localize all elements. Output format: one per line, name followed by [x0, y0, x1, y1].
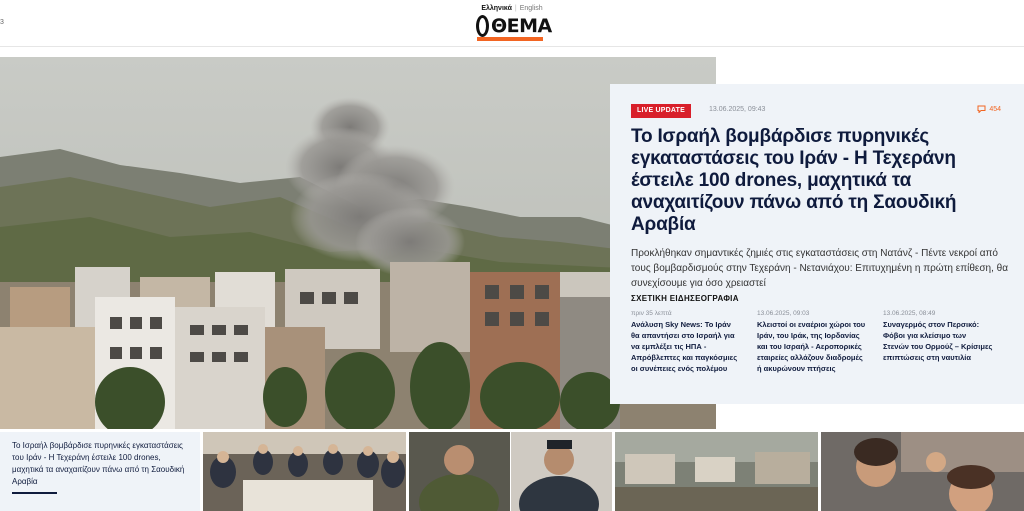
language-switcher — [0, 5, 1024, 12]
comments-count: 454 — [989, 105, 1001, 113]
selfie-illustration — [821, 432, 1024, 511]
cabinet-meeting-illustration — [203, 432, 406, 511]
related-item[interactable] — [883, 309, 993, 363]
site-illustration — [615, 432, 818, 511]
hero-photo[interactable] — [0, 57, 716, 429]
language-greek-link[interactable]: Ελληνικά — [481, 5, 512, 12]
main-story-card — [610, 84, 1024, 404]
comments-link[interactable] — [977, 105, 1001, 113]
strip-thumbnail-selfie[interactable] — [821, 432, 1024, 511]
strip-story-title[interactable]: Το Ισραήλ βομβάρδισε πυρηνικές εγκαταστάσεις του Ιράν - Η Τεχεράνη έστειλε 100 drones, μαχητικά τα αναχαιτίζουν πάνω από τη Σαουδική Αραβία — [12, 441, 185, 486]
comment-bubble-icon — [977, 105, 986, 113]
strip-thumbnail-cabinet-meeting[interactable] — [203, 432, 406, 511]
related-item-date: πριν 35 λεπτά — [631, 310, 672, 317]
site-header — [0, 0, 1024, 47]
related-item-date: 13.06.2025, 09:03 — [757, 310, 810, 317]
main-headline[interactable]: Το Ισραήλ βομβάρδισε πυρηνικές εγκαταστάσεις του Ιράν - Η Τεχεράνη έστειλε 100 drones, μαχητικά τα αναχαιτίζουν πάνω από τη Σαουδική Αραβία — [631, 126, 957, 235]
story-date: 13.06.2025, 09:43 — [709, 106, 766, 113]
officials-illustration — [409, 432, 612, 511]
language-separator: | — [514, 5, 517, 12]
edge-mark: 3 — [0, 19, 4, 26]
strip-thumbnail-site[interactable] — [615, 432, 818, 511]
related-item[interactable] — [631, 309, 741, 374]
strip-story-text[interactable] — [0, 432, 200, 511]
strip-story-underline — [12, 492, 57, 494]
live-update-badge: LIVE UPDATE — [631, 104, 691, 118]
related-item-title[interactable]: Συναγερμός στον Περσικό: Φόβοι για κλείσιμο των Στενών του Ορμούζ – Κρίσιμες επιπτώσεις στη ναυτιλία — [883, 320, 993, 362]
language-english-link[interactable]: English — [519, 5, 543, 12]
logo-underline — [477, 37, 543, 41]
related-news-title: ΣΧΕΤΙΚΗ ΕΙΔΗΣΕΟΓΡΑΦΙΑ — [631, 294, 739, 303]
site-logo[interactable] — [476, 15, 552, 42]
strip-thumbnail-officials[interactable] — [409, 432, 612, 511]
logo-text: ΘΕΜΑ — [491, 15, 552, 37]
related-item-title[interactable]: Ανάλυση Sky News: Το Ιράν θα απαντήσει στο Ισραήλ για να εμπλέξει τις ΗΠΑ - Απρόβλεπτες και παγκόσμιες οι συνέπειες ενός πολέμου — [631, 320, 738, 373]
hero-photo-illustration — [0, 57, 716, 429]
related-item-date: 13.06.2025, 08:49 — [883, 310, 936, 317]
logo-o-mark — [476, 15, 489, 37]
related-item[interactable] — [757, 309, 867, 374]
related-item-title[interactable]: Κλειστοί οι εναέριοι χώροι του Ιράν, του Ιράκ, της Ιορδανίας και του Ισραήλ - Αεροπορικές εταιρείες αλλάζουν διαδρομές ή ακυρώνουν πτήσεις — [757, 320, 866, 373]
main-lead: Προκλήθηκαν σημαντικές ζημιές στις εγκαταστάσεις στη Νατάνζ - Πέντε νεκροί από τους βομβαρδισμούς στην Τεχεράνη - Νετανιάχου: Επιτυχημένη η πρώτη επίθεση, θα συνεχίσουμε για όσο χρειαστεί — [631, 248, 1008, 289]
